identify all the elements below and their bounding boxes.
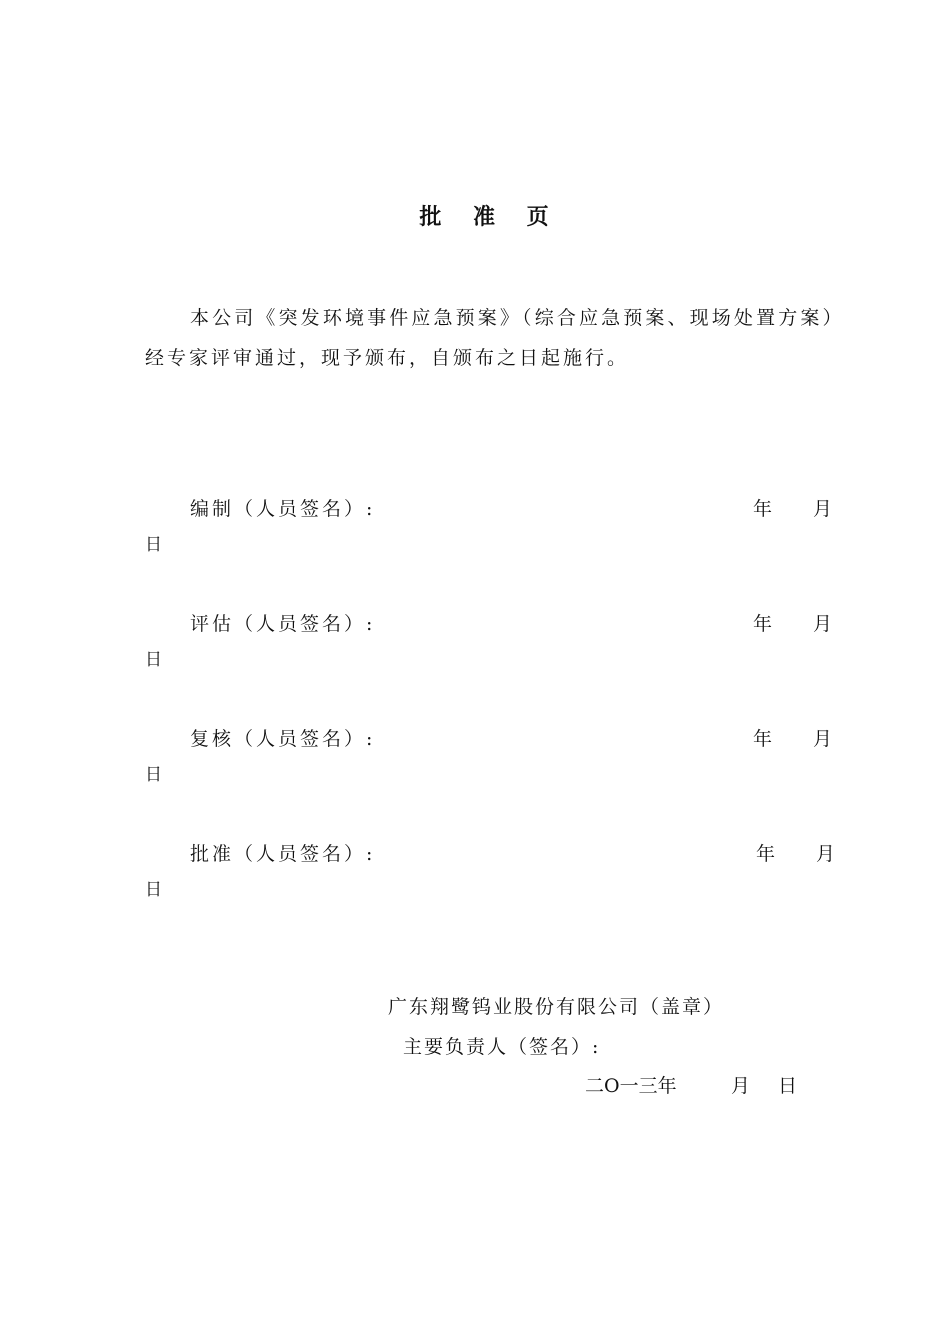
intro-paragraph: 本公司《突发环境事件应急预案》（综合应急预案、现场处置方案）经专家评审通过，现予颁布，自颁布之日起施行。 xyxy=(145,307,835,369)
signature-month: 月 xyxy=(813,613,833,635)
signature-day: 日 xyxy=(145,880,162,900)
principal-signature-label: 主要负责人（签名）: xyxy=(403,1036,601,1058)
issue-date-day: 日 xyxy=(778,1075,798,1097)
signature-label: 编制（人员签名）: xyxy=(190,498,376,520)
issue-date-year: 二O一三年 xyxy=(585,1075,677,1097)
signature-year: 年 xyxy=(753,613,773,635)
signature-row-approve xyxy=(145,839,835,919)
signature-year: 年 xyxy=(753,728,773,750)
signature-day: 日 xyxy=(145,650,162,670)
signature-day: 日 xyxy=(145,765,162,785)
signature-label: 批准（人员签名）: xyxy=(190,843,376,865)
page-title: 批 准 页 xyxy=(419,204,561,230)
signature-row-compile xyxy=(145,494,835,574)
signature-month: 月 xyxy=(813,498,833,520)
signature-month: 月 xyxy=(816,843,836,865)
signature-row-evaluate xyxy=(145,609,835,689)
signature-month: 月 xyxy=(813,728,833,750)
signature-year: 年 xyxy=(756,843,776,865)
signature-year: 年 xyxy=(753,498,773,520)
issue-date-month: 月 xyxy=(731,1075,751,1097)
signature-day: 日 xyxy=(145,535,162,555)
signature-row-review xyxy=(145,724,835,804)
signature-label: 评估（人员签名）: xyxy=(190,613,376,635)
signature-label: 复核（人员签名）: xyxy=(190,728,376,750)
company-name: 广东翔鹭钨业股份有限公司（盖章） xyxy=(388,996,725,1018)
